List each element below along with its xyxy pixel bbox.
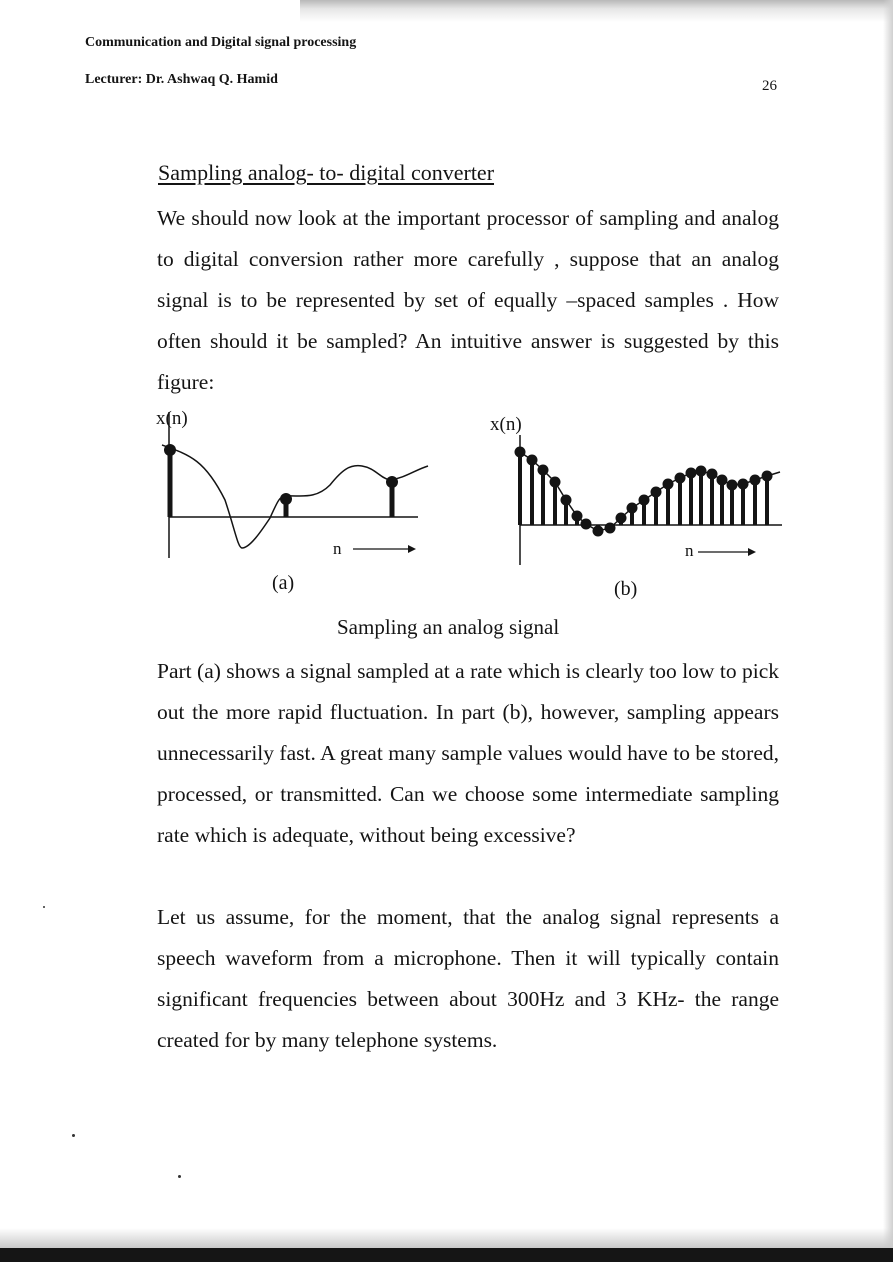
scan-speck	[72, 1134, 75, 1137]
fig-a-analog-curve	[162, 445, 428, 548]
fig-b-sample-group	[515, 447, 773, 537]
fig-a-sample-dot-1	[164, 444, 176, 456]
fig-b-sample-dot-15	[675, 473, 686, 484]
scan-speck	[178, 1175, 181, 1178]
fig-a-y-label: x(n)	[156, 408, 188, 429]
fig-b-sample-dot-11	[627, 503, 638, 514]
fig-b-sample-dot-5	[561, 495, 572, 506]
page-number: 26	[762, 78, 777, 94]
scan-edge-bottom	[0, 1248, 893, 1262]
fig-b-arrowhead-icon	[748, 548, 756, 556]
fig-b-sample-dot-6	[572, 511, 583, 522]
header-lecturer: Lecturer: Dr. Ashwaq Q. Hamid	[85, 72, 278, 87]
fig-b-sample-dot-12	[639, 495, 650, 506]
fig-b-sample-dot-1	[515, 447, 526, 458]
fig-b-sample-dot-18	[707, 469, 718, 480]
paragraph-speech-example: Let us assume, for the moment, that the analog signal represents a speech waveform from a microphone. Then it will typically contain significant frequencies between about 300Hz and 3 KHz- the range created for by many telephone systems.	[157, 905, 779, 1052]
figure-a-sparse-sampling	[150, 400, 440, 575]
fig-b-sample-dot-16	[686, 468, 697, 479]
figure-b-label: (b)	[614, 578, 638, 600]
fig-b-x-label: n	[685, 541, 694, 560]
fig-b-sample-dot-17	[696, 466, 707, 477]
scan-edge-right	[883, 0, 893, 1262]
fig-a-sample-dot-3	[386, 476, 398, 488]
scan-edge-top	[300, 0, 893, 22]
fig-b-sample-dot-4	[550, 477, 561, 488]
scan-shadow-bottom	[0, 1228, 893, 1248]
figure-caption: Sampling an analog signal	[337, 615, 560, 639]
scan-speck	[43, 906, 45, 908]
figure-b-dense-sampling	[480, 400, 785, 575]
fig-b-sample-dot-7	[581, 519, 592, 530]
fig-b-sample-dot-10	[616, 513, 627, 524]
fig-b-sample-dot-19	[717, 475, 728, 486]
paragraph-sampling-rate: Part (a) shows a signal sampled at a rate which is clearly too low to pick out the more rapid fluctuation. In part (b), however, sampling appears unnecessarily fast. A great many sample values would have to be stored, processed, or transmitted. Can we choose some intermediate sampling rate which is adequate, without being excessive?	[157, 659, 779, 847]
header-course-title: Communication and Digital signal processing	[85, 35, 357, 50]
fig-b-y-label: x(n)	[490, 414, 522, 435]
fig-b-sample-dot-9	[605, 523, 616, 534]
paragraph-intro: We should now look at the important processor of sampling and analog to digital conversion rather more carefully , suppose that an analog signal is to be represented by set of equally –spaced samples . How often should it be sampled? An intuitive answer is suggested by this figure:	[157, 206, 779, 394]
fig-b-sample-dot-13	[651, 487, 662, 498]
fig-b-sample-dot-2	[527, 455, 538, 466]
fig-b-sample-dot-21	[738, 479, 749, 490]
fig-a-arrowhead-icon	[408, 545, 416, 553]
fig-b-sample-dot-20	[727, 480, 738, 491]
section-title: Sampling analog- to- digital converter	[158, 160, 495, 185]
fig-b-sample-dot-23	[762, 471, 773, 482]
fig-b-sample-dot-3	[538, 465, 549, 476]
fig-b-sample-dot-8	[593, 526, 604, 537]
fig-b-sample-dot-22	[750, 475, 761, 486]
fig-a-x-label: n	[333, 539, 342, 558]
fig-b-sample-dot-14	[663, 479, 674, 490]
fig-a-sample-dot-2	[280, 493, 292, 505]
figure-a-label: (a)	[272, 572, 295, 594]
